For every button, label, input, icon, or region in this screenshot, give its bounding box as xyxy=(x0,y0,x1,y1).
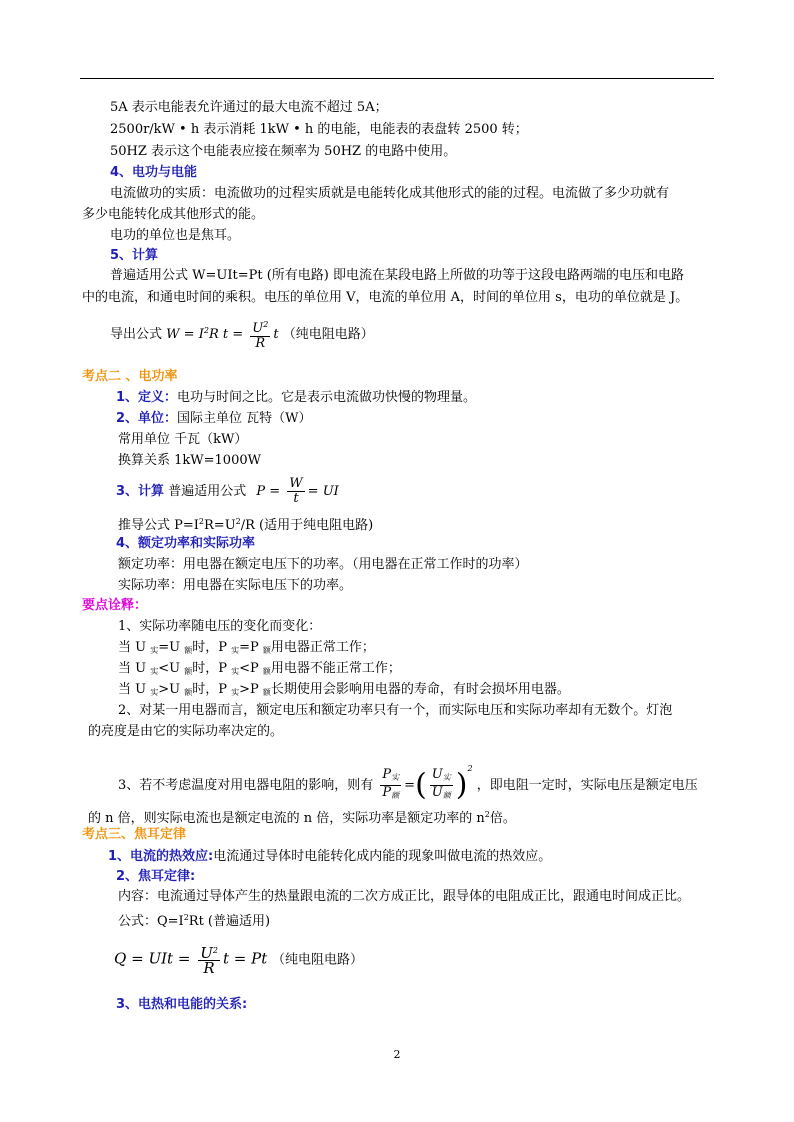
text-line: 额定功率：用电器在额定电压下的功率。（用电器在正常工作时的功率） xyxy=(118,557,528,572)
fraction-p-ratio: $\frac{P_实}{P_额}$ xyxy=(382,767,400,800)
derived-formula-line xyxy=(110,318,374,351)
text-line: 电功的单位也是焦耳。 xyxy=(110,228,241,243)
text-line: 电流做功的实质：电流做功的过程实质就是电能转化成其他形式的能的过程。电流做了多少功就有 xyxy=(110,186,670,201)
text-line: 2、对某一用电器而言，额定电压和额定功率只有一个，而实际电压和实际功率却有无数个。灯泡 xyxy=(118,703,673,718)
text-line: 普遍适用公式 W=UIt=Pt (所有电路) 即电流在某段电路上所做的功等于这段电路两端的电压和电路 xyxy=(110,268,684,283)
section-heading: 4、电功与电能 xyxy=(110,165,198,180)
power-formula-line: 3、计算 普遍适用公式 P = $\frac{W}{t}$ = UI xyxy=(116,476,339,506)
definition-line: 1、定义：电功与时间之比。它是表示电流做功快慢的物理量。 xyxy=(116,390,477,405)
text-line: 中的电流，和通电时间的乘积。电压的单位用 V，电流的单位用 A，时间的单位用 s，电功的单位就是 J。 xyxy=(82,290,689,305)
explain-title: 要点诠释： xyxy=(82,598,148,613)
fraction-w-t: $\frac{W}{t}$ xyxy=(289,476,303,506)
ratio-formula-line: 3、若不考虑温度对用电器电阻的影响，则有 $\frac{P_实}{P_额}$ =( $\frac{U_实}{U_额}$ )$^2$ ，即电阻一定时，实际电压是额定电压 xyxy=(118,764,698,803)
formula-suffix: （纯电阻电路） xyxy=(282,327,374,342)
text-line: 常用单位 千瓦（kW） xyxy=(118,432,248,447)
text-line: 的亮度是由它的实际功率决定的。 xyxy=(88,724,284,739)
formula-prefix: 导出公式 xyxy=(110,327,163,342)
text-line: 多少电能转化成其他形式的能。 xyxy=(82,207,265,222)
text-line: 1、实际功率随电压的变化而变化： xyxy=(118,619,322,634)
section-heading: 3、电热和电能的关系: xyxy=(116,997,248,1012)
text-line: 的 n 倍，则实际电流也是额定电流的 n 倍，实际功率是额定功率的 $n^2$倍。 xyxy=(88,810,516,826)
section-heading: 4、额定功率和实际功率 xyxy=(116,536,256,551)
fraction-u2-r: $\frac{U^2}{R}$ xyxy=(252,320,269,351)
left-paren: ( xyxy=(415,767,427,803)
right-paren: ) xyxy=(455,767,468,803)
text-line: 2500r/kW • h 表示消耗 1kW • h 的电能，电能表的表盘转 2500 转； xyxy=(110,122,528,137)
formula-w: $W = I^2R$ t = xyxy=(166,326,244,342)
section-title: 考点三、焦耳定律 xyxy=(82,827,187,842)
condition-line: 当 U $_实$=U $_额$时，P $_实$=P $_额$用电器正常工作； xyxy=(118,640,375,655)
joule-derived-line: Q = UIt = $\frac{U^2}{R}$ t = Pt （纯电阻电路） xyxy=(114,944,364,977)
fraction-u2-r: $\frac{U^2}{R}$ xyxy=(200,944,218,977)
section-heading: 2、焦耳定律: xyxy=(116,869,196,884)
page-number: 2 xyxy=(393,1048,401,1061)
unit-line: 2、单位：国际主单位 瓦特（W） xyxy=(116,411,312,426)
condition-line: 当 U $_实$<U $_额$时，P $_实$<P $_额$用电器不能正常工作； xyxy=(118,661,401,676)
text-line: 50HZ 表示这个电能表应接在频率为 50HZ 的电路中使用。 xyxy=(110,144,457,159)
header-rule xyxy=(80,78,714,79)
text-line: 内容：电流通过导体产生的热量跟电流的二次方成正比，跟导体的电阻成正比，跟通电时间成正比。 xyxy=(118,889,691,904)
section-title: 考点二 、电功率 xyxy=(82,369,178,384)
joule-formula-line: 公式：$Q=I^2Rt$ (普遍适用) xyxy=(118,913,271,929)
heat-effect-line: 1、电流的热效应:电流通过导体时电能转化成内能的现象叫做电流的热效应。 xyxy=(108,849,552,864)
text-line: 实际功率：用电器在实际电压下的功率。 xyxy=(118,578,353,593)
condition-line: 当 U $_实$>U $_额$时，P $_实$>P $_额$长期使用会影响用电器的寿命，有时会损坏用电器。 xyxy=(118,682,570,697)
derived-power-line: 推导公式 $P=I^2R=U^2/R$ (适用于纯电阻电路) xyxy=(118,517,374,533)
text-line: 5A 表示电能表允许通过的最大电流不超过 5A； xyxy=(110,100,388,115)
text-line: 换算关系 1kW=1000W xyxy=(118,453,261,468)
section-heading: 5、计算 xyxy=(110,248,159,263)
fraction-u-ratio: $\frac{U_实}{U_额}$ xyxy=(431,767,451,800)
formula-t: t xyxy=(273,327,279,342)
